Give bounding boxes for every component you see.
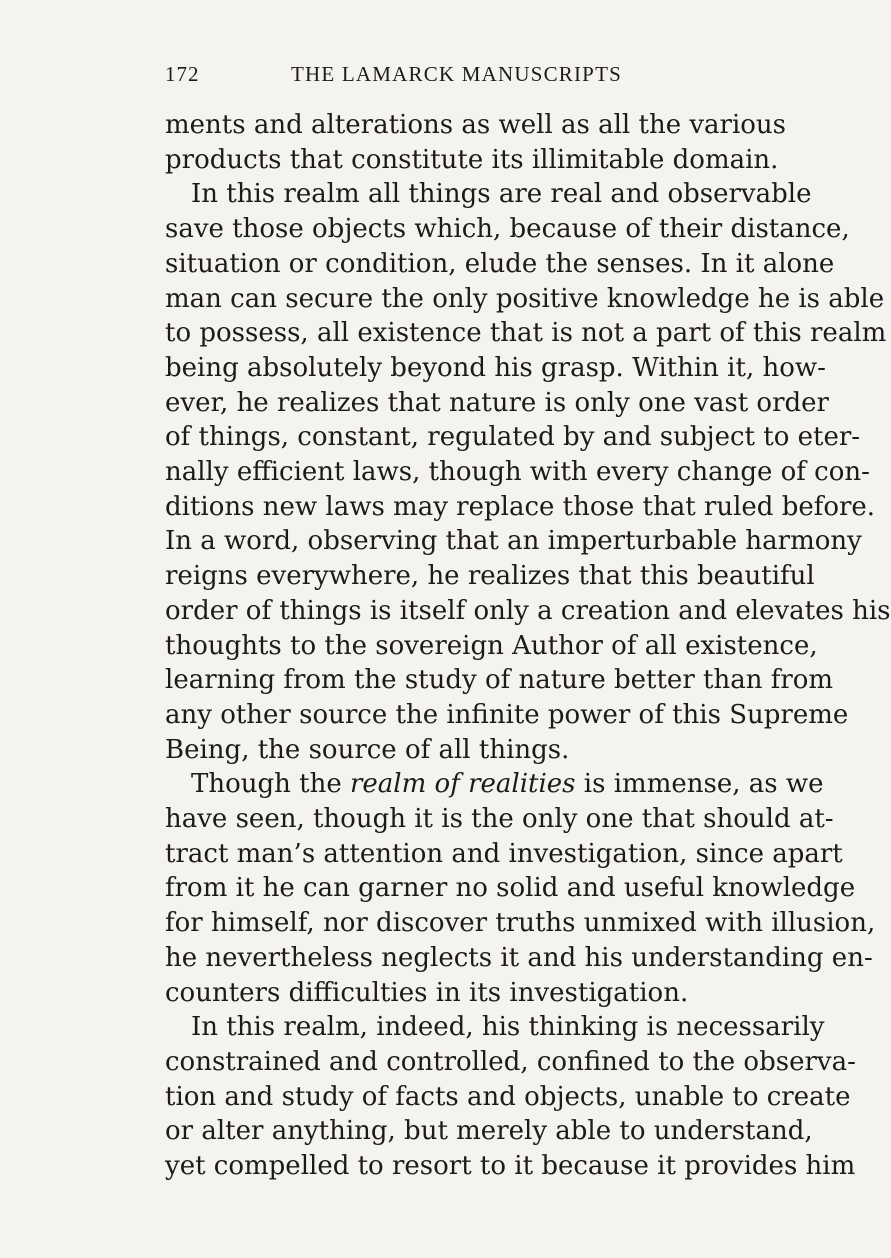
text-line: tract man’s attention and investigation, since apart [165, 838, 843, 869]
text-line: being absolutely beyond his grasp. Within it, how- [165, 352, 826, 383]
text-line: for himself, nor discover truths unmixed with illusion, [165, 908, 876, 939]
text-line: man can secure the only positive knowledge he is able [165, 283, 885, 314]
text-line: ments and alterations as well as all the various [165, 110, 787, 140]
text-line: reigns everywhere, he realizes that this beautiful [165, 561, 815, 592]
running-head [165, 62, 775, 96]
text-line: nally efficient laws, though with every change of con- [165, 457, 870, 488]
text-line: ever, he realizes that nature is only one vast order [165, 387, 829, 418]
book-title: THE LAMARCK MANUSCRIPTS [291, 62, 622, 86]
text-line: In this realm, indeed, his thinking is necessarily [191, 1012, 825, 1043]
text-line: counters difficulties in its investigation. [165, 977, 689, 1008]
text-line: products that constitute its illimitable domain. [165, 144, 779, 175]
text-line: have seen, though it is the only one that should at- [165, 804, 834, 835]
text-line: In a word, observing that an imperturbable harmony [165, 526, 862, 557]
text-line: he nevertheless neglects it and his understanding en- [165, 942, 873, 973]
text-line: save those objects which, because of their distance, [165, 214, 850, 245]
text-line: order of things is itself only a creation and elevates his [165, 595, 891, 626]
text-line: learning from the study of nature better than from [165, 665, 834, 696]
text-span: is immense, as we [575, 769, 824, 800]
text-line: situation or condition, elude the senses. In it alone [165, 248, 835, 279]
text-line: Being, the source of all things. [165, 734, 570, 765]
body-text [165, 108, 891, 1184]
text-line: constrained and controlled, confined to the observa- [165, 1046, 856, 1077]
text-line: or alter anything, but merely able to understand, [165, 1116, 813, 1147]
italic-term: realm of realities [349, 769, 576, 800]
text-line: ditions new laws may replace those that ruled before. [165, 491, 876, 522]
text-line: thoughts to the sovereign Author of all existence, [165, 630, 818, 661]
page-number: 172 [165, 62, 200, 86]
text-line: of things, constant, regulated by and subject to eter- [165, 422, 861, 453]
text-line: In this realm all things are real and observable [191, 179, 812, 210]
text-line: from it he can garner no solid and useful knowledge [165, 873, 856, 904]
text-line [165, 767, 824, 802]
text-span: Though the [191, 769, 350, 800]
text-line: tion and study of facts and objects, unable to create [165, 1081, 851, 1112]
text-line: to possess, all existence that is not a part of this realm [165, 318, 887, 349]
text-line: any other source the infinite power of this Supreme [165, 699, 849, 730]
text-line: yet compelled to resort to it because it provides him [165, 1151, 856, 1182]
